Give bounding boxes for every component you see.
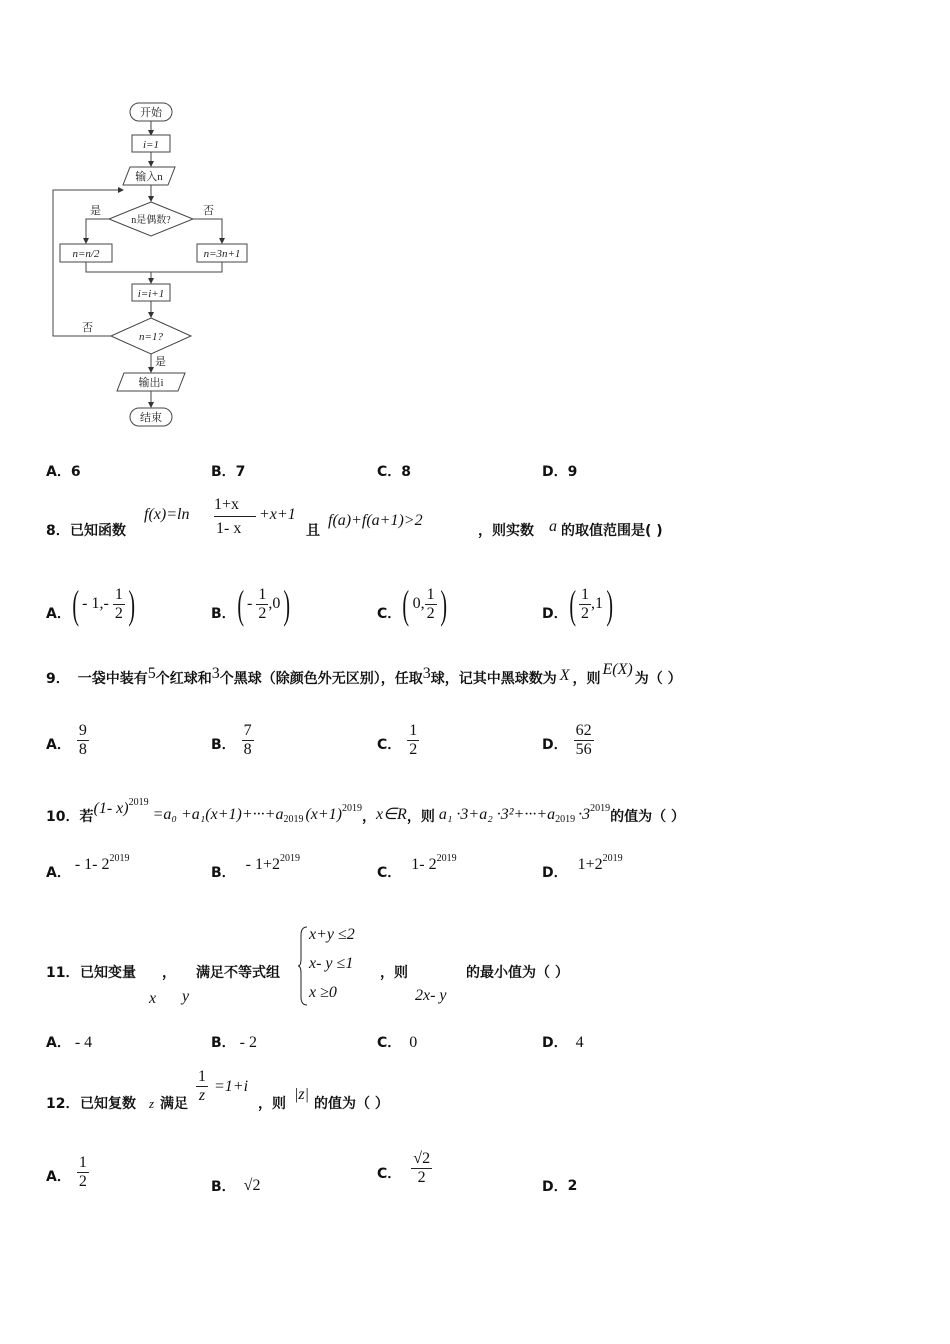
q9-text-1: 一袋中装有 xyxy=(77,671,148,687)
q10-stem xyxy=(46,797,686,826)
q12-abs: |z| xyxy=(294,1086,310,1103)
flow-no1-text: 否 xyxy=(203,205,214,217)
q7-option-a[interactable]: A．6 xyxy=(46,464,81,480)
q9-option-b[interactable]: B． $\frac{7}{8}$ xyxy=(211,722,252,758)
q11-option-d[interactable]: D． 4 xyxy=(542,1034,584,1051)
q8-option-d[interactable]: D． ( $\frac{1}{2}$ ,1 ) xyxy=(542,581,613,627)
q10-option-b[interactable]: B． - 1+2 2019 xyxy=(211,853,301,881)
q10-option-d[interactable]: D． 1+2 2019 xyxy=(542,853,623,881)
q9-text-2: 个红球和 xyxy=(155,671,212,687)
q10-exp3: 2019 xyxy=(590,803,611,814)
q11-sys-3: x ≥0 xyxy=(309,984,337,1001)
q7-option-b[interactable]: B．7 xyxy=(211,464,246,480)
flowchart xyxy=(40,95,270,435)
q9-var: X xyxy=(559,667,570,684)
q9-text-4: 球，记其中黑球数为 xyxy=(430,671,557,687)
q12-option-d[interactable]: D． 2 xyxy=(542,1178,578,1195)
q8-option-a[interactable]: A． ( - 1,- $\frac{1}{2}$ ) xyxy=(46,581,135,627)
q11-sys-1: x+y ≤2 xyxy=(309,926,355,943)
q8-func-lhs: f(x)=ln xyxy=(144,506,190,523)
flow-input-text: 输入n xyxy=(135,171,163,183)
q10-sub2: 2019 xyxy=(555,814,576,825)
q10-exp2: 2019 xyxy=(342,803,363,814)
flow-cond1-text: n是偶数? xyxy=(131,215,171,226)
q11-var-y: y xyxy=(182,988,190,1005)
q7-option-c[interactable]: C．8 xyxy=(377,464,412,480)
flow-start-text: 开始 xyxy=(140,107,162,119)
flow-yes2-text: 是 xyxy=(155,356,166,368)
q10-expr3: (x+1) xyxy=(305,806,343,823)
flow-even-text: n=n/2 xyxy=(72,248,100,260)
q8-func-tail: +x+1 xyxy=(259,506,296,523)
q8-func-den: 1- x xyxy=(216,520,242,537)
q10-exp1: 2019 xyxy=(128,797,149,808)
q9-text-5: ，则 xyxy=(572,671,601,687)
q9-number: 9． xyxy=(46,671,70,687)
q10-option-a[interactable]: A． - 1- 2 2019 xyxy=(46,853,130,881)
q11-text-3: ，则 xyxy=(380,965,408,981)
q12-text-2: 满足 xyxy=(160,1096,188,1112)
q12-rhs: =1+i xyxy=(214,1078,249,1095)
q11-target: 2x- y xyxy=(415,987,447,1004)
q11-brace xyxy=(297,925,309,1007)
q9-num-draw: 3 xyxy=(422,665,431,682)
q8-mid: 且 xyxy=(306,523,320,539)
q9-num-red: 5 xyxy=(147,665,156,682)
q10-lead: 若 xyxy=(79,809,94,825)
q8-cond: f(a)+f(a+1)>2 xyxy=(328,512,423,529)
q11-text-4: 的最小值为（ ） xyxy=(466,965,569,981)
q10-xr: x∈R xyxy=(376,806,407,823)
q10-comma: ， xyxy=(362,809,377,825)
q8-frac-bar xyxy=(214,516,256,517)
q12-text-3: ，则 xyxy=(258,1096,286,1112)
q10-number: 10． xyxy=(46,809,80,825)
q8-func-num: 1+x xyxy=(214,496,240,513)
q9-option-d[interactable]: D． $\frac{62}{56}$ xyxy=(542,722,592,758)
q11-text-1: 已知变量 xyxy=(80,965,136,981)
q11-option-b[interactable]: B． - 2 xyxy=(211,1034,257,1051)
q10-option-c[interactable]: C． 1- 2 2019 xyxy=(377,853,457,881)
flow-no2-text: 否 xyxy=(82,322,93,334)
q10-expr5: ·3 xyxy=(578,806,591,823)
q12-text-1: 已知复数 xyxy=(80,1096,136,1112)
q11-sys-2: x- y ≤1 xyxy=(309,955,354,972)
q8-option-b[interactable]: B． ( - $\frac{1}{2}$ ,0 ) xyxy=(211,581,291,627)
q11-text-2: 满足不等式组 xyxy=(196,965,280,981)
q10-expr1: (1- x) xyxy=(93,800,129,817)
flow-end-text: 结束 xyxy=(140,412,162,424)
q12-number: 12． xyxy=(46,1096,80,1112)
q12-var: z xyxy=(149,1096,155,1111)
q8-tail1: ，则实数 xyxy=(478,523,534,539)
q11-var-x: x xyxy=(149,990,157,1007)
q10-expr4: a₁ ·3+a₂ ·3²+···+a xyxy=(438,806,556,823)
flow-cond2-text: n=1? xyxy=(139,331,163,343)
q9-text-3: 个黑球（除颜色外无区别），任取 xyxy=(219,671,423,687)
q12-option-b[interactable]: B． √2 xyxy=(211,1177,261,1195)
q10-sub1: 2019 xyxy=(283,814,304,825)
q11-comma: ， xyxy=(162,965,176,981)
q9-expect: E(X) xyxy=(602,661,633,678)
q10-mid: ，则 xyxy=(406,809,435,825)
q11-option-a[interactable]: A． - 4 xyxy=(46,1034,93,1051)
q9-num-black: 3 xyxy=(211,665,220,682)
flow-output-text: 输出i xyxy=(138,377,164,389)
q9-option-c[interactable]: C． $\frac{1}{2}$ xyxy=(377,722,418,758)
flow-init-text: i=1 xyxy=(143,139,159,151)
q11-option-c[interactable]: C． 0 xyxy=(377,1034,418,1051)
q11-number: 11． xyxy=(46,965,80,981)
q10-expr2: =a₀ +a₁(x+1)+···+a xyxy=(152,806,284,823)
q8-option-c[interactable]: C． ( 0, $\frac{1}{2}$ ) xyxy=(377,581,447,627)
q9-stem xyxy=(46,661,682,688)
q8-tail2: 的取值范围是( ) xyxy=(561,523,663,539)
q12-fraction: $\frac{1}{z}$ xyxy=(198,1068,206,1104)
flow-odd-text: n=3n+1 xyxy=(203,248,241,260)
q8-var: a xyxy=(549,518,557,535)
q10-tail: 的值为（ ） xyxy=(610,809,686,825)
q12-option-c[interactable]: C． $\frac{√2}{2}$ xyxy=(377,1150,431,1186)
q9-text-6: 为（ ） xyxy=(634,671,682,687)
q9-option-a[interactable]: A． $\frac{9}{8}$ xyxy=(46,722,87,758)
q12-text-4: 的值为（ ） xyxy=(314,1096,389,1112)
flow-inc-text: i=i+1 xyxy=(137,288,165,300)
q12-option-a[interactable]: A． $\frac{1}{2}$ xyxy=(46,1154,87,1190)
q8-number: 8． xyxy=(46,523,70,539)
q7-option-d[interactable]: D．9 xyxy=(542,464,578,480)
q8-lead: 已知函数 xyxy=(70,523,126,539)
flow-yes1-text: 是 xyxy=(90,205,101,217)
